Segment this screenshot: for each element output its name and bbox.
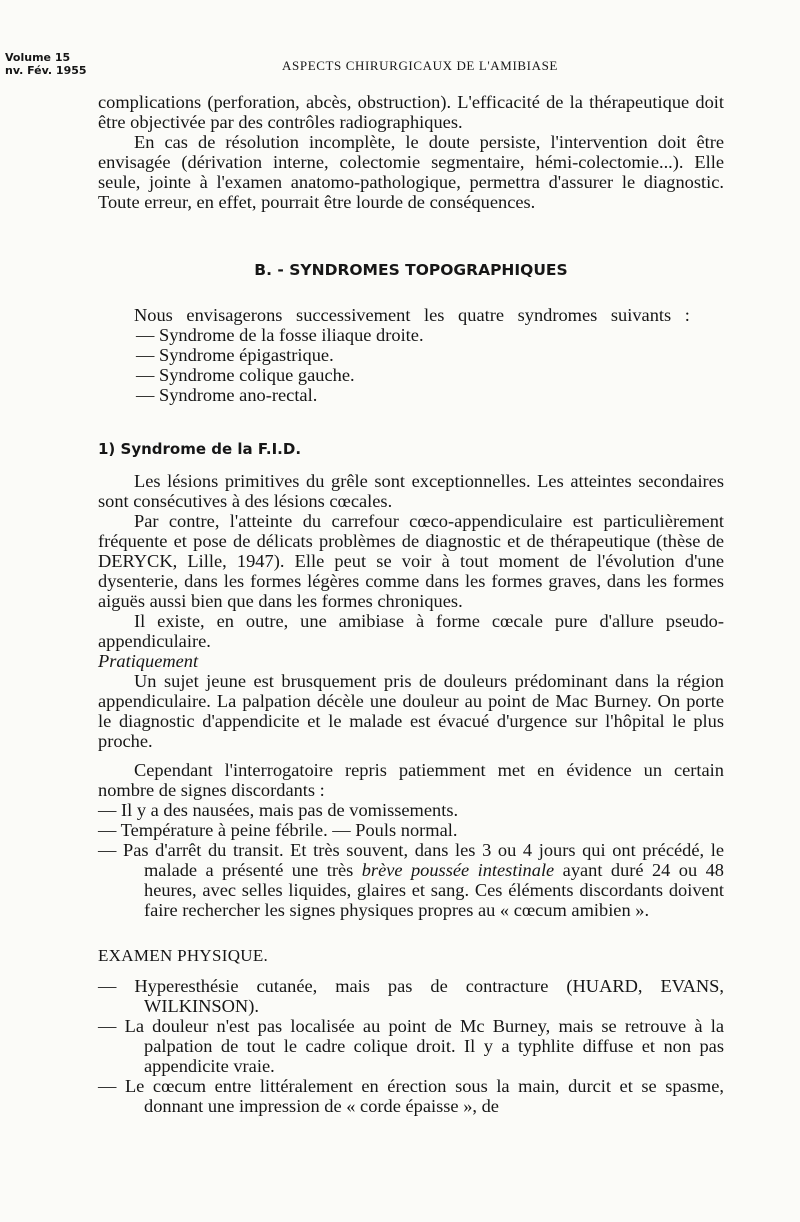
syndrome-list-item: — Syndrome de la fosse iliaque droite.	[136, 325, 424, 345]
exam-item: — La douleur n'est pas localisée au point de Mc Burney, mais se retrouve à la palpation de tout le cadre colique droit. Il y a typhlite diffuse et non pas appendicite vraie.	[98, 1016, 724, 1076]
item3-emphasis: brève poussée intestinale	[361, 860, 555, 880]
intro-paragraph-1: complications (perforation, abcès, obstruction). L'efficacité de la thérapeutique doit être objectivée par des contrôles radiographiques.	[98, 92, 724, 132]
item3-text-b: ayant duré 24 ou 48 heures, avec selles liquides, glaires et sang. Ces éléments discordants doivent faire rechercher les signes physiques propres au « cœcum amibien ».	[144, 860, 724, 920]
syndrome-list-item: — Syndrome colique gauche.	[136, 365, 355, 385]
section-b-intro: Nous envisagerons successivement les quatre syndromes suivants :	[134, 305, 690, 325]
issue-label: nv. Fév. 1955	[5, 64, 87, 77]
syndrome-list-item: — Syndrome épigastrique.	[136, 345, 334, 365]
fid-paragraph-1: Les lésions primitives du grêle sont exceptionnelles. Les atteintes secondaires sont consécutives à des lésions cœcales.	[98, 471, 724, 511]
discordant-sign-item: — Température à peine fébrile. — Pouls normal.	[98, 820, 458, 840]
pratiquement-paragraph-2: Cependant l'interrogatoire repris patiemment met en évidence un certain nombre de signes discordants :	[98, 760, 724, 800]
section-b-title: B. - SYNDROMES TOPOGRAPHIQUES	[254, 261, 568, 279]
fid-title: 1) Syndrome de la F.I.D.	[98, 440, 302, 458]
page-body	[98, 92, 724, 1116]
pratiquement-title: Pratiquement	[98, 651, 199, 671]
fid-paragraph-3: Il existe, en outre, une amibiase à forme cœcale pure d'allure pseudo-appendiculaire.	[98, 611, 724, 651]
examen-physique-title: EXAMEN PHYSIQUE.	[98, 946, 269, 965]
volume-label: Volume 15	[5, 51, 71, 64]
item3-text-a: — Pas d'arrêt du transit. Et très souvent, dans les 3 ou 4 jours qui ont précédé, le malade a présenté une très	[98, 840, 724, 880]
exam-item: — Hyperesthésie cutanée, mais pas de contracture (HUARD, EVANS, WILKINSON).	[98, 976, 724, 1016]
discordant-sign-item	[98, 840, 724, 920]
pratiquement-paragraph-1: Un sujet jeune est brusquement pris de douleurs prédominant dans la région appendiculaire. La palpation décèle une douleur au point de Mac Burney. On porte le diagnostic d'appendicite et le malade est évacué d'urgence sur l'hôpital le plus proche.	[98, 671, 724, 751]
exam-item: — Le cœcum entre littéralement en érection sous la main, durcit et se spasme, donnant une impression de « corde épaisse », de	[98, 1076, 724, 1116]
running-title: ASPECTS CHIRURGICAUX DE L'AMIBIASE	[282, 58, 558, 73]
fid-paragraph-2: Par contre, l'atteinte du carrefour cœco-appendiculaire est particulièrement fréquente et pose de délicats problèmes de diagnostic et de thérapeutique (thèse de DERYCK, Lille, 1947). Elle peut se voir à tout moment de l'évolution d'une dysenterie, dans les formes légères comme dans les formes graves, dans les formes aiguës aussi bien que dans les formes chroniques.	[98, 511, 724, 611]
syndrome-list-item: — Syndrome ano-rectal.	[136, 385, 318, 405]
intro-paragraph-2: En cas de résolution incomplète, le doute persiste, l'intervention doit être envisagée (dérivation interne, colectomie segmentaire, hémi-colectomie...). Elle seule, jointe à l'examen anatomo-pathologique, permettra d'assurer le diagnostic. Toute erreur, en effet, pourrait être lourde de conséquences.	[98, 132, 724, 212]
discordant-sign-item: — Il y a des nausées, mais pas de vomissements.	[98, 800, 459, 820]
